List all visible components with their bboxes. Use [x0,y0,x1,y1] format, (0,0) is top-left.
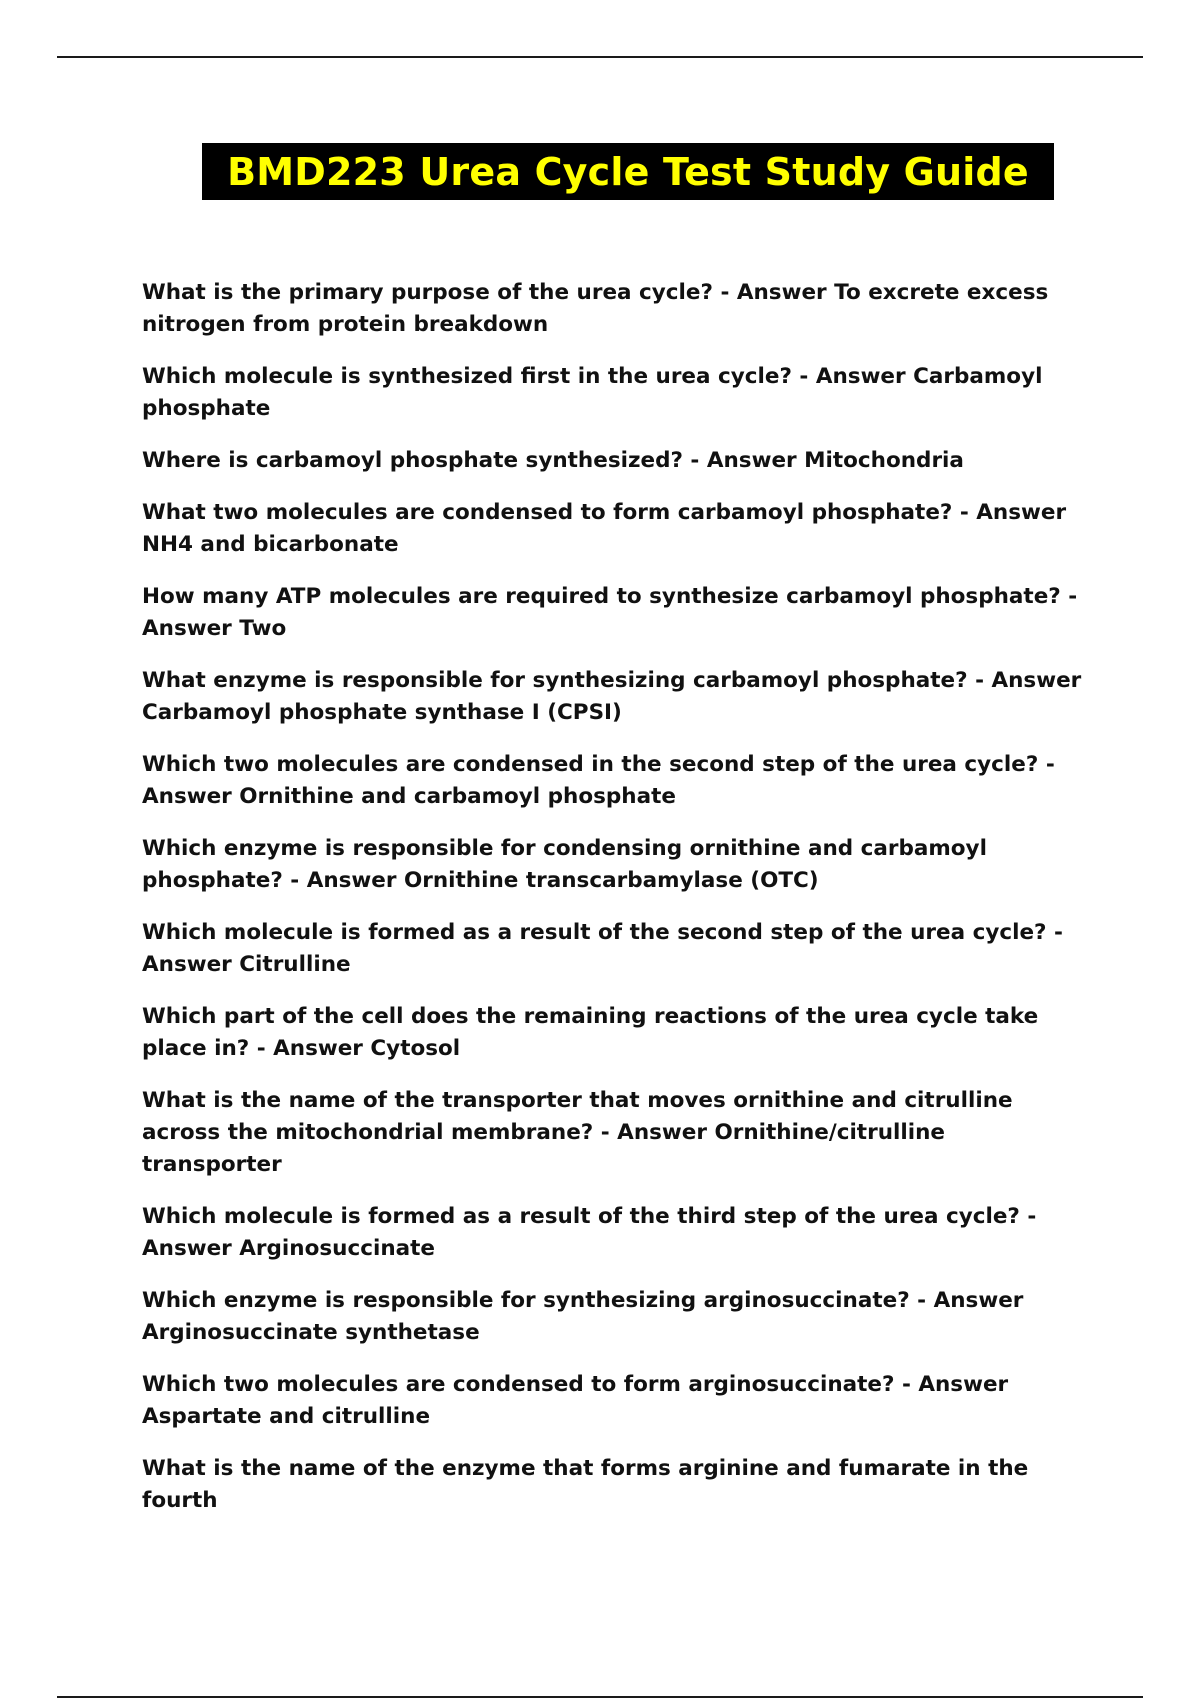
qa-item: How many ATP molecules are required to synthesize carbamoyl phosphate? - Answer Two [142,584,1078,641]
bottom-divider [57,1696,1143,1698]
qa-item: Which molecule is formed as a result of the third step of the urea cycle? - Answer Arginosuccinate [142,1204,1037,1261]
qa-item: Which two molecules are condensed in the second step of the urea cycle? - Answer Ornithine and carbamoyl phosphate [142,752,1055,809]
qa-item: Which enzyme is responsible for synthesizing arginosuccinate? - Answer Arginosuccinate synthetase [142,1288,1024,1345]
title-banner [202,143,1054,200]
qa-item: Which two molecules are condensed to form arginosuccinate? - Answer Aspartate and citrulline [142,1372,1009,1429]
qa-item: What is the primary purpose of the urea cycle? - Answer To excrete excess nitrogen from protein breakdown [142,280,1049,337]
qa-item: What is the name of the transporter that moves ornithine and citrulline across the mitochondrial membrane? - Answer Ornithine/citrulline transporter [142,1088,1013,1177]
qa-item: What two molecules are condensed to form carbamoyl phosphate? - Answer NH4 and bicarbonate [142,500,1067,557]
top-divider [57,56,1143,58]
qa-item: What is the name of the enzyme that forms arginine and fumarate in the fourth [142,1456,1029,1513]
qa-item: Which molecule is formed as a result of the second step of the urea cycle? - Answer Citrulline [142,920,1063,977]
page-title: BMD223 Urea Cycle Test Study Guide [227,149,1029,194]
qa-item: Which part of the cell does the remaining reactions of the urea cycle take place in? - Answer Cytosol [142,1004,1039,1061]
qa-item: What enzyme is responsible for synthesizing carbamoyl phosphate? - Answer Carbamoyl phosphate synthase I (CPSI) [142,668,1082,725]
qa-item: Which molecule is synthesized first in the urea cycle? - Answer Carbamoyl phosphate [142,364,1043,421]
qa-item: Where is carbamoyl phosphate synthesized? - Answer Mitochondria [142,448,964,473]
qa-item: Which enzyme is responsible for condensing ornithine and carbamoyl phosphate? - Answer Ornithine transcarbamylase (OTC) [142,836,987,893]
qa-list [142,277,1092,1537]
